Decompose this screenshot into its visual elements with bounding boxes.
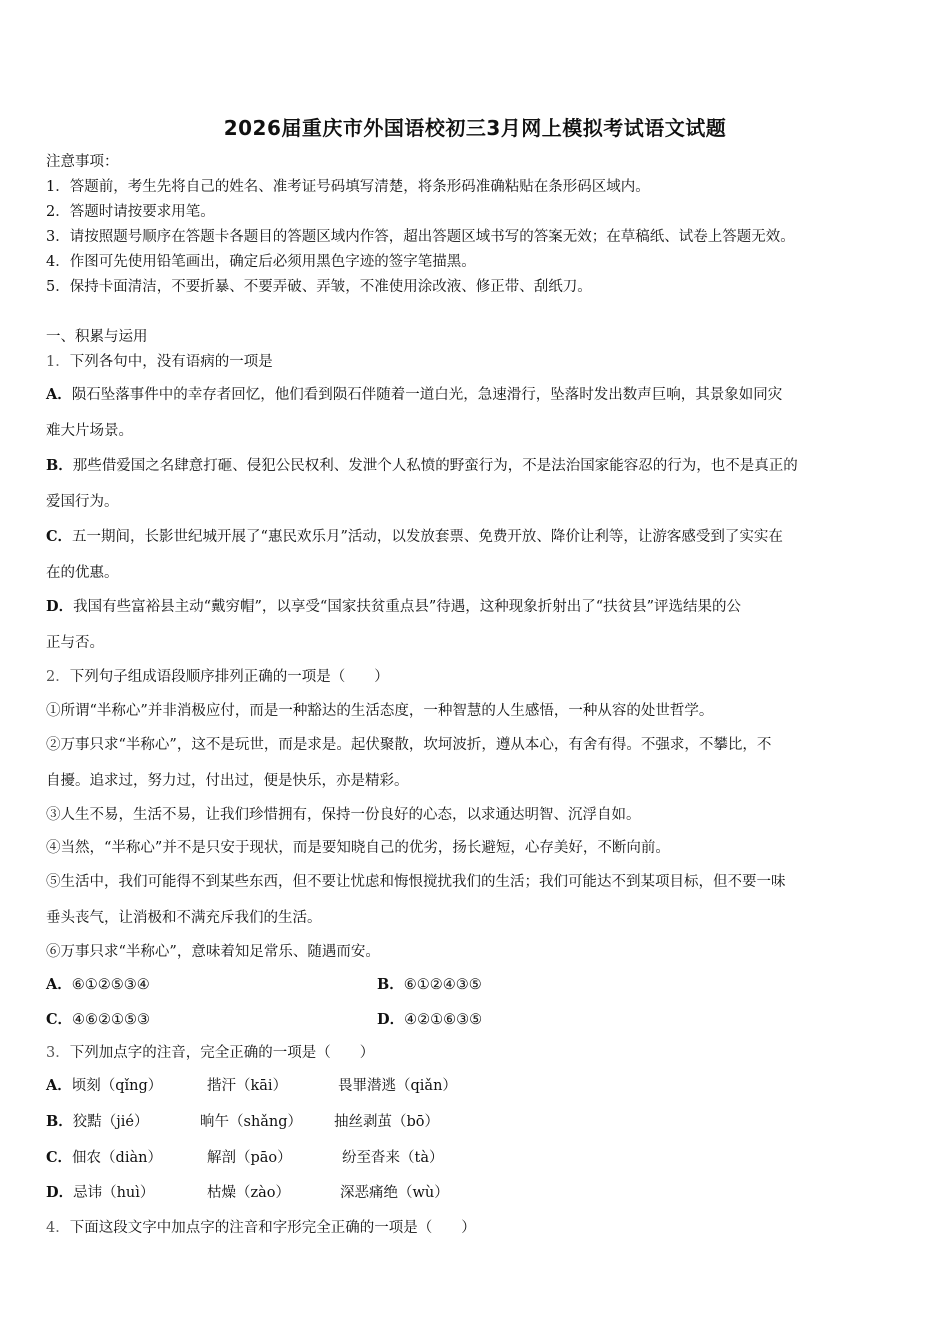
q3-option-b [46,1112,148,1132]
section-heading: 一、积累与运用 [46,329,148,345]
question-4 [46,1218,476,1238]
q1-option-c [46,527,906,547]
question-3 [46,1043,374,1063]
q2-option-b [377,975,482,995]
notice-item: 5．保持卡面清洁，不要折暴、不要弄破、弄皱，不准使用涂改液、修正带、刮纸刀。 [46,279,592,295]
word: 揩汗（kāi） [207,1078,288,1094]
q1-option-b [46,456,906,476]
question-number: 1． [46,354,70,370]
q1-option-a [46,385,906,405]
q2-option-a [46,975,150,995]
option-text: ⑥①②④③⑤ [403,977,482,993]
sentence-3: ③人生不易，生活不易，让我们珍惜拥有，保持一份良好的心态，以求通达明智、沉浮自如。 [46,807,641,823]
option-label: A． [46,386,72,403]
question-stem: 下列加点字的注音，完全正确的一项是（ ） [69,1045,375,1061]
word: 畏罪潜逃（qiǎn） [338,1078,457,1094]
word: 佃农（diàn） [72,1150,162,1166]
option-label: C． [46,1011,73,1028]
sentence-1: ①所谓“半称心”并非消极应付，而是一种豁达的生活态度，一种智慧的人生感悟，一种从容的处世哲学。 [46,703,714,719]
option-label: A． [46,976,72,993]
word: 狡黠（jié） [72,1114,149,1130]
q3-option-c [46,1148,162,1168]
option-text: 陨石坠落事件中的幸存者回忆，他们看到陨石伴随着一道白光，急速滑行，坠落时发出数声巨响，其景象如同灾 [71,387,783,403]
question-number: 3． [46,1045,70,1061]
q3-option-a [46,1076,162,1096]
option-text: ④⑥②①⑤③ [72,1012,151,1028]
option-label: D． [46,1184,74,1201]
sentence-5: ⑤生活中，我们可能得不到某些东西，但不要让忧虑和悔恨搅扰我们的生活；我们可能达不到某项目标，但不要一味 [46,874,786,890]
notice-item: 3．请按照题号顺序在答题卡各题目的答题区域内作答，超出答题区域书写的答案无效；在草稿纸、试卷上答题无效。 [46,229,795,245]
notice-item: 1．答题前，考生先将自己的姓名、准考证号码填写清楚，将条形码准确粘贴在条形码区域内。 [46,179,650,195]
sentence-6: ⑥万事只求“半称心”，意味着知足常乐、随遇而安。 [46,944,380,960]
word: 晌午（shǎng） [200,1114,303,1130]
sentence-5-cont: 垂头丧气，让消极和不满充斥我们的生活。 [46,910,322,926]
word: 深恶痛绝（wù） [340,1185,449,1201]
question-number: 4． [46,1220,70,1236]
option-text: ④②①⑥③⑤ [404,1012,483,1028]
question-2 [46,667,389,687]
option-text-cont: 正与否。 [46,635,104,651]
sentence-2: ②万事只求“半称心”，这不是玩世，而是求是。起伏聚散，坎坷波折，遵从本心，有舍有得。不强求，不攀比，不 [46,737,772,753]
q3-option-d [46,1183,154,1203]
question-stem: 下列句子组成语段顺序排列正确的一项是（ ） [69,669,389,685]
option-text-cont: 爱国行为。 [46,494,119,510]
option-label: B． [377,976,404,993]
option-label: C． [46,528,73,545]
word: 枯燥（zào） [207,1185,291,1201]
q2-option-c [46,1010,150,1030]
option-text: 那些借爱国之名肆意打砸、侵犯公民权利、发泄个人私愤的野蛮行为，不是法治国家能容忍的行为，也不是真正的 [72,458,798,474]
option-text-cont: 在的优惠。 [46,565,119,581]
q1-option-d [46,597,906,617]
word: 顷刻（qǐng） [71,1078,163,1094]
word: 抽丝剥茧（bō） [334,1114,440,1130]
question-number: 2． [46,669,70,685]
notice-heading: 注意事项： [46,154,119,170]
option-label: C． [46,1149,73,1166]
option-label: D． [377,1011,405,1028]
word: 解剖（pāo） [207,1150,292,1166]
notice-item: 4．作图可先使用铅笔画出，确定后必须用黑色字迹的签字笔描黑。 [46,254,476,270]
option-text: 五一期间，长影世纪城开展了“惠民欢乐月”活动，以发放套票、免费开放、降价让利等，让游客感受到了实实在 [72,529,783,545]
q2-option-d [377,1010,482,1030]
option-label: B． [46,457,73,474]
option-text: ⑥①②⑤③④ [71,977,150,993]
notice-item: 2．答题时请按要求用笔。 [46,204,215,220]
option-text: 我国有些富裕县主动“戴穷帽”，以享受“国家扶贫重点县”待遇，这种现象折射出了“扶贫县”评选结果的公 [73,599,742,615]
question-stem: 下面这段文字中加点字的注音和字形完全正确的一项是（ ） [69,1220,476,1236]
page-title: 2026届重庆市外国语校初三3月网上模拟考试语文试题 [223,116,727,140]
option-text-cont: 难大片场景。 [46,423,133,439]
question-stem: 下列各句中，没有语病的一项是 [69,354,273,370]
word: 忌讳（huì） [73,1185,155,1201]
word: 纷至沓来（tà） [342,1150,444,1166]
sentence-4: ④当然，“半称心”并不是只安于现状，而是要知晓自己的优劣，扬长避短，心存美好，不断向前。 [46,840,670,856]
option-label: D． [46,598,74,615]
option-label: B． [46,1113,73,1130]
sentence-2-cont: 自擾。追求过，努力过，付出过，便是快乐，亦是精彩。 [46,773,409,789]
option-label: A． [46,1077,72,1094]
question-1 [46,352,273,372]
